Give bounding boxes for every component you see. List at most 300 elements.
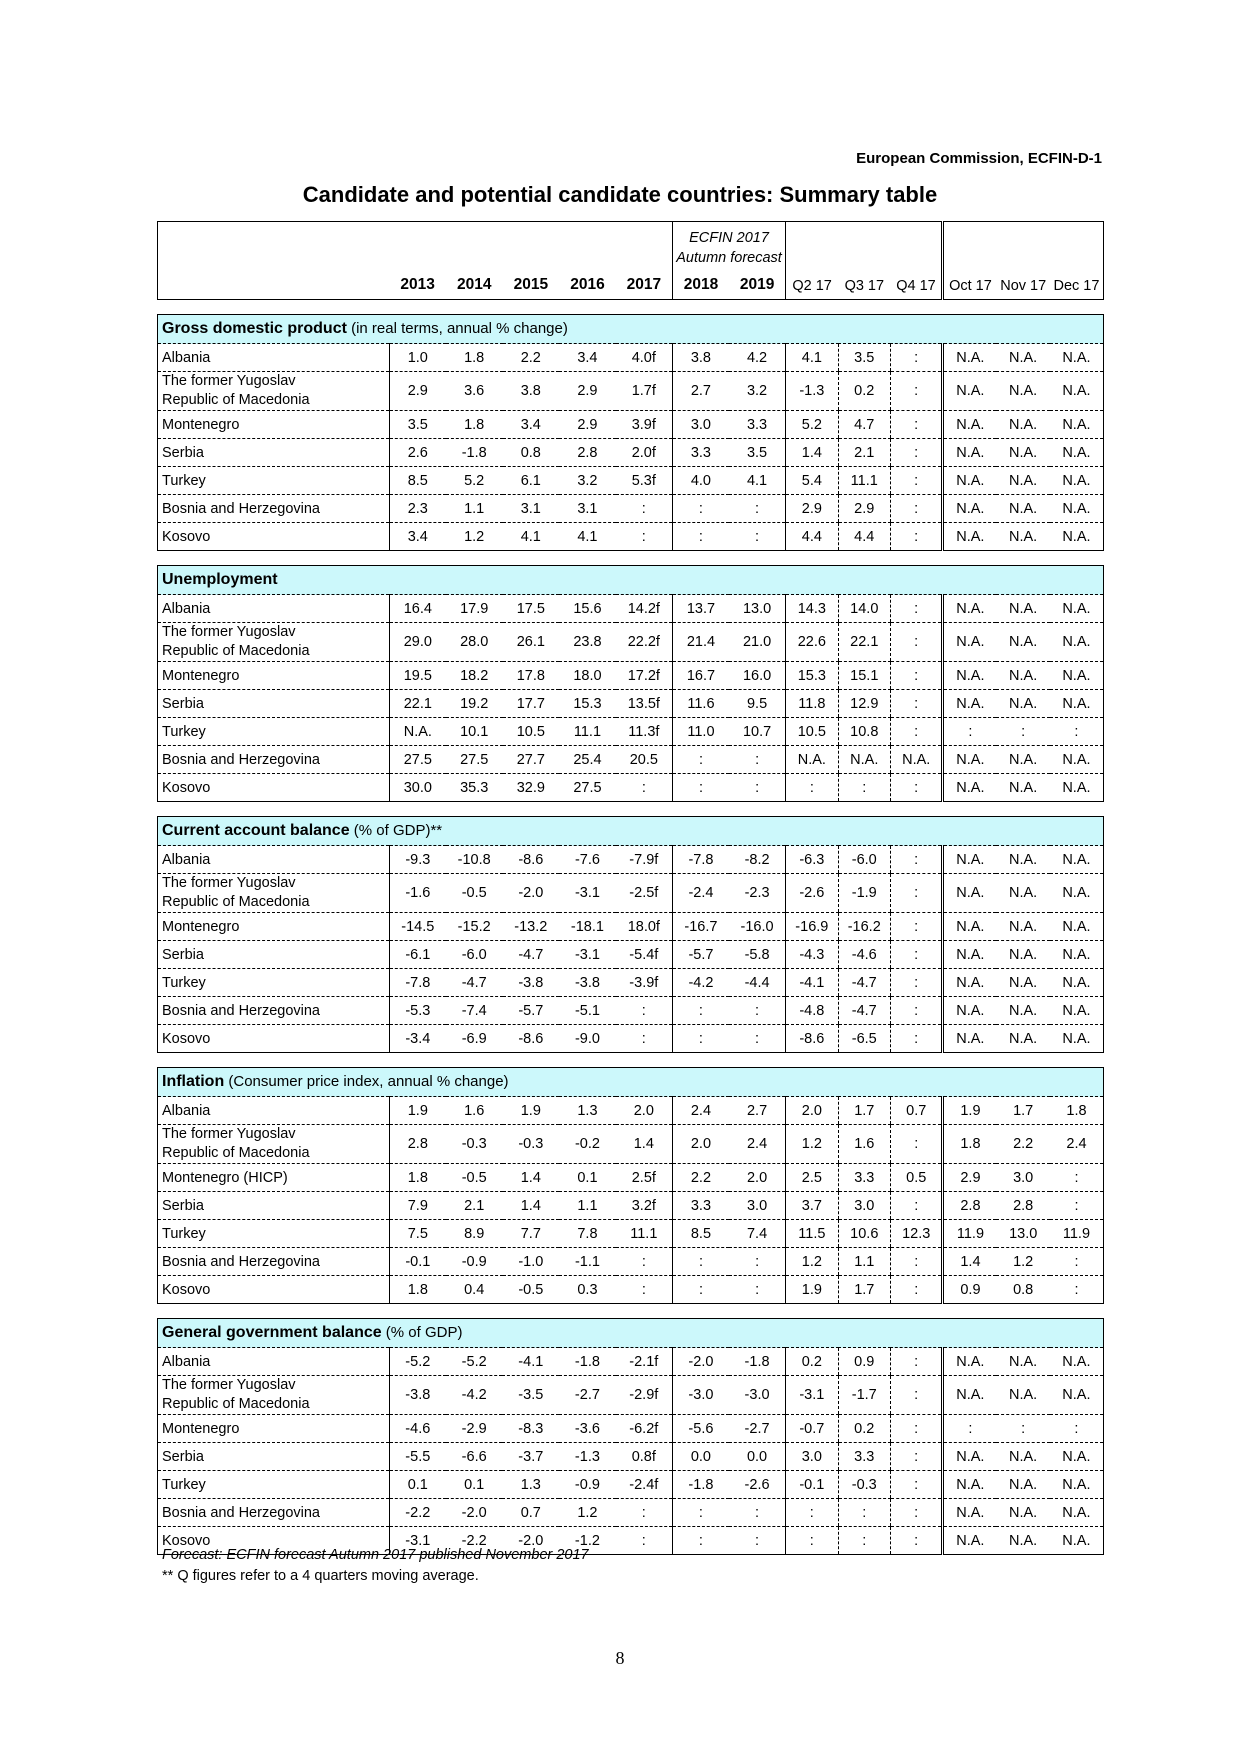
table-cell: N.A.: [943, 1471, 996, 1499]
table-cell: N.A.: [996, 662, 1049, 690]
table-cell: :: [890, 1025, 942, 1053]
table-cell: 1.1: [446, 495, 503, 523]
table-cell: -3.1: [559, 941, 616, 969]
table-row: [158, 595, 1104, 623]
table-cell: -16.2: [838, 913, 890, 941]
table-cell: 0.2: [786, 1348, 838, 1376]
table-cell: 2.9: [559, 372, 616, 411]
table-row: [158, 746, 1104, 774]
table-cell: 15.6: [559, 595, 616, 623]
table-cell: 1.6: [838, 1125, 890, 1164]
row-country: [158, 1276, 390, 1304]
table-cell: :: [890, 595, 942, 623]
table-row: [158, 690, 1104, 718]
table-cell: 22.1: [389, 690, 446, 718]
row-country: [158, 1443, 390, 1471]
table-cell: 22.1: [838, 623, 890, 662]
table-cell: -0.5: [446, 1164, 503, 1192]
table-cell: :: [890, 662, 942, 690]
table-row: [158, 372, 1104, 411]
table-cell: :: [755, 1281, 760, 1298]
table-cell: 3.4: [389, 523, 446, 551]
row-country: [158, 1125, 390, 1164]
table-cell: 13.0: [729, 595, 786, 623]
table-cell: N.A.: [943, 1376, 996, 1415]
col-header: 2018: [672, 270, 729, 300]
table-cell: 0.3: [577, 1281, 598, 1298]
table-cell: 7.8: [559, 1220, 616, 1248]
table-cell: N.A.: [890, 746, 942, 774]
table-cell: -18.1: [559, 913, 616, 941]
table-cell: :: [755, 779, 760, 796]
table-cell: -8.2: [729, 846, 786, 874]
table-cell: 2.8: [943, 1192, 996, 1220]
table-cell: 1.2: [559, 1499, 616, 1527]
table-cell: N.A.: [996, 495, 1049, 523]
section-header: [158, 315, 1104, 344]
table-cell: 10.5: [786, 718, 838, 746]
table-cell: -2.6: [729, 1471, 786, 1499]
table-cell: -5.3: [389, 997, 446, 1025]
table-cell: -1.7: [838, 1376, 890, 1415]
table-cell: 1.1: [838, 1248, 890, 1276]
table-cell: -8.3: [502, 1415, 559, 1443]
section-header: [158, 1068, 1104, 1097]
table-cell: 22.2f: [616, 623, 673, 662]
table-row: [158, 1097, 1104, 1125]
table-cell: -2.2: [461, 1532, 487, 1549]
table-cell: 32.9: [516, 779, 545, 796]
table-cell: :: [996, 718, 1049, 746]
table-cell: N.A.: [943, 523, 996, 551]
table-cell: 0.1: [559, 1164, 616, 1192]
table-cell: 2.5f: [616, 1164, 673, 1192]
table-cell: 0.7: [891, 1097, 943, 1125]
row-country-label: Bosnia and Herzegovina: [162, 500, 320, 517]
table-cell: :: [890, 969, 942, 997]
table-cell: N.A.: [838, 746, 890, 774]
row-country: [158, 1248, 390, 1276]
table-cell: 2.7: [672, 372, 729, 411]
table-cell: 8.5: [672, 1220, 729, 1248]
table-cell: 12.9: [838, 690, 890, 718]
table-cell: 1.0: [389, 344, 446, 372]
row-country-label: Montenegro (HICP): [162, 1169, 288, 1186]
row-country: [158, 495, 390, 523]
table-cell: -0.2: [559, 1125, 616, 1164]
table-cell: N.A.: [1050, 1499, 1104, 1527]
row-country-label: The former Yugoslav Republic of Macedonia: [162, 624, 310, 659]
table-cell: :: [672, 774, 729, 802]
row-country: [158, 595, 390, 623]
table-cell: -5.8: [729, 941, 786, 969]
table-cell: :: [672, 523, 729, 551]
table-cell: 2.0f: [616, 439, 673, 467]
table-cell: N.A.: [996, 913, 1049, 941]
table-cell: N.A.: [1050, 746, 1104, 774]
table-cell: :: [838, 774, 890, 802]
row-country: [158, 344, 390, 372]
row-country-label: Montenegro: [162, 918, 240, 935]
row-country: [158, 1025, 390, 1053]
table-cell: N.A.: [1062, 1532, 1091, 1549]
table-cell: 2.2: [996, 1125, 1049, 1164]
col-header: Q2 17: [786, 270, 838, 300]
table-cell: 26.1: [503, 623, 560, 662]
table-cell: 12.3: [891, 1220, 943, 1248]
table-cell: N.A.: [996, 344, 1049, 372]
table-cell: N.A.: [943, 746, 996, 774]
table-cell: :: [1050, 718, 1104, 746]
table-cell: 2.1: [446, 1192, 503, 1220]
table-cell: 0.2: [838, 372, 890, 411]
table-cell: -7.8: [672, 846, 729, 874]
table-cell: -3.8: [559, 969, 616, 997]
table-cell: -1.8: [729, 1348, 786, 1376]
row-country-label: Serbia: [162, 695, 204, 712]
table-cell: -2.0: [518, 1532, 544, 1549]
publisher-header: European Commission, ECFIN-D-1: [856, 150, 1102, 167]
table-cell: 3.0: [838, 1192, 890, 1220]
table-row: [158, 439, 1104, 467]
table-cell: 3.8: [503, 372, 560, 411]
table-cell: :: [890, 1471, 942, 1499]
table-cell: 3.2: [729, 372, 786, 411]
table-cell: N.A.: [1050, 913, 1104, 941]
row-country-label: Bosnia and Herzegovina: [162, 751, 320, 768]
table-cell: -9.0: [574, 1030, 600, 1047]
summary-table: [157, 221, 1104, 1555]
table-cell: -3.8: [503, 969, 560, 997]
table-cell: :: [890, 1348, 942, 1376]
table-cell: -3.1: [786, 1376, 838, 1415]
section-title: Current account balance: [162, 822, 350, 839]
table-cell: 3.2f: [616, 1192, 673, 1220]
table-cell: 2.8: [996, 1192, 1049, 1220]
table-cell: 11.1: [559, 718, 616, 746]
table-cell: 0.2: [838, 1415, 890, 1443]
table-cell: 11.1: [616, 1220, 673, 1248]
table-cell: 5.3f: [616, 467, 673, 495]
table-cell: -2.0: [446, 1499, 503, 1527]
table-cell: N.A.: [996, 846, 1049, 874]
table-cell: 4.1: [786, 344, 838, 372]
table-cell: 17.5: [503, 595, 560, 623]
table-cell: 0.9: [838, 1348, 890, 1376]
table-cell: -0.1: [786, 1471, 838, 1499]
section-title: Gross domestic product: [162, 320, 347, 337]
table-cell: -1.1: [559, 1248, 616, 1276]
table-cell: 10.7: [729, 718, 786, 746]
table-cell: :: [672, 1527, 729, 1555]
table-cell: 14.3: [786, 595, 838, 623]
row-country: [158, 1220, 390, 1248]
table-cell: -2.7: [729, 1415, 786, 1443]
table-cell: -10.8: [446, 846, 503, 874]
table-cell: 27.5: [389, 746, 446, 774]
table-cell: N.A.: [786, 746, 838, 774]
row-country: [158, 623, 390, 662]
section-header: [158, 817, 1104, 846]
table-cell: -2.9: [446, 1415, 503, 1443]
row-country: [158, 1415, 390, 1443]
table-cell: -1.6: [389, 874, 446, 913]
table-cell: 15.3: [559, 690, 616, 718]
table-row: [158, 1164, 1104, 1192]
row-country-label: Serbia: [162, 946, 204, 963]
table-cell: 7.5: [389, 1220, 446, 1248]
table-cell: 2.7: [729, 1097, 786, 1125]
table-cell: N.A.: [996, 997, 1049, 1025]
table-cell: N.A.: [943, 623, 996, 662]
table-cell: -16.9: [786, 913, 838, 941]
row-country: [158, 774, 390, 802]
table-cell: 1.3: [559, 1097, 616, 1125]
row-country: [158, 467, 390, 495]
table-cell: 3.0: [729, 1192, 786, 1220]
table-cell: 13.7: [672, 595, 729, 623]
table-cell: N.A.: [943, 372, 996, 411]
section-table: [157, 1318, 1104, 1555]
table-cell: -3.6: [559, 1415, 616, 1443]
table-cell: -0.3: [503, 1125, 560, 1164]
row-country-label: Bosnia and Herzegovina: [162, 1253, 320, 1270]
table-cell: N.A.: [996, 439, 1049, 467]
table-cell: N.A.: [943, 662, 996, 690]
table-cell: -1.8: [672, 1471, 729, 1499]
table-cell: 22.6: [786, 623, 838, 662]
table-cell: N.A.: [996, 1499, 1049, 1527]
table-cell: N.A.: [996, 1376, 1049, 1415]
table-cell: 0.5: [891, 1164, 943, 1192]
table-row: [158, 1192, 1104, 1220]
table-cell: -4.1: [786, 969, 838, 997]
table-cell: N.A.: [943, 690, 996, 718]
table-cell: N.A.: [996, 372, 1049, 411]
table-cell: 5.4: [786, 467, 838, 495]
table-cell: N.A.: [943, 1527, 996, 1555]
table-cell: N.A.: [943, 969, 996, 997]
row-country-label: The former Yugoslav Republic of Macedonia: [162, 1377, 310, 1412]
table-cell: 7.7: [503, 1220, 560, 1248]
table-cell: 21.0: [729, 623, 786, 662]
row-country: [158, 523, 390, 551]
table-cell: N.A.: [943, 467, 996, 495]
table-cell: 10.6: [838, 1220, 890, 1248]
table-cell: 1.8: [389, 1164, 446, 1192]
section-subtitle: (% of GDP): [381, 1324, 463, 1341]
table-cell: 18.0: [559, 662, 616, 690]
table-cell: -5.2: [389, 1348, 446, 1376]
table-cell: :: [890, 1527, 942, 1555]
row-country: [158, 746, 390, 774]
table-cell: -6.2f: [616, 1415, 673, 1443]
row-country-label: Montenegro: [162, 667, 240, 684]
col-header: 2014: [456, 276, 492, 293]
table-cell: 1.2: [996, 1248, 1049, 1276]
table-cell: N.A.: [943, 344, 996, 372]
table-cell: 4.0f: [616, 344, 673, 372]
table-cell: -6.1: [389, 941, 446, 969]
table-row: [158, 344, 1104, 372]
row-country: [158, 439, 390, 467]
table-cell: -6.9: [461, 1030, 487, 1047]
section-subtitle: (in real terms, annual % change): [346, 320, 568, 337]
table-cell: -2.1f: [616, 1348, 673, 1376]
table-cell: -7.4: [446, 997, 503, 1025]
table-cell: -6.6: [446, 1443, 503, 1471]
section-subtitle: (% of GDP)**: [349, 822, 443, 839]
table-cell: :: [1050, 1192, 1104, 1220]
section-title: Unemployment: [162, 571, 278, 588]
table-cell: :: [641, 1532, 646, 1549]
table-cell: -5.1: [559, 997, 616, 1025]
table-cell: 15.1: [838, 662, 890, 690]
table-cell: -16.0: [729, 913, 786, 941]
page-number: 8: [615, 1648, 625, 1668]
table-cell: :: [838, 1527, 890, 1555]
table-cell: N.A.: [996, 595, 1049, 623]
row-country: [158, 1348, 390, 1376]
table-cell: 17.2f: [616, 662, 673, 690]
table-cell: 2.4: [672, 1097, 729, 1125]
table-cell: 0.0: [729, 1443, 786, 1471]
table-cell: :: [672, 1499, 729, 1527]
col-header: 2017: [626, 276, 662, 293]
table-cell: 11.0: [672, 718, 729, 746]
table-cell: N.A.: [1050, 846, 1104, 874]
table-cell: N.A.: [943, 439, 996, 467]
table-cell: :: [890, 690, 942, 718]
table-cell: 7.9: [389, 1192, 446, 1220]
table-cell: 1.4: [503, 1192, 560, 1220]
table-cell: 1.1: [559, 1192, 616, 1220]
table-cell: 3.0: [672, 411, 729, 439]
table-cell: 3.4: [503, 411, 560, 439]
table-cell: :: [729, 495, 786, 523]
table-cell: 14.2f: [616, 595, 673, 623]
table-cell: 4.4: [838, 523, 890, 551]
table-cell: N.A.: [996, 874, 1049, 913]
table-cell: -4.7: [838, 969, 890, 997]
table-cell: 2.0: [672, 1125, 729, 1164]
table-cell: :: [755, 528, 760, 545]
table-cell: 13.5f: [616, 690, 673, 718]
row-country: [158, 690, 390, 718]
table-cell: :: [641, 779, 646, 796]
table-cell: -9.3: [389, 846, 446, 874]
table-cell: -1.0: [503, 1248, 560, 1276]
row-country-label: Albania: [162, 851, 211, 868]
table-cell: 1.9: [503, 1097, 560, 1125]
table-cell: -3.1: [389, 1527, 446, 1555]
table-cell: 11.3f: [616, 718, 673, 746]
table-cell: -7.8: [389, 969, 446, 997]
page-title: Candidate and potential candidate countries: Summary table: [302, 182, 938, 207]
table-cell: -3.7: [502, 1443, 559, 1471]
table-cell: :: [890, 1499, 942, 1527]
table-cell: N.A.: [1050, 467, 1104, 495]
table-cell: N.A.: [996, 623, 1049, 662]
table-cell: :: [890, 1415, 942, 1443]
table-cell: -15.2: [446, 913, 503, 941]
table-row: [158, 495, 1104, 523]
section-subtitle: (Consumer price index, annual % change): [224, 1073, 509, 1090]
table-cell: -4.7: [838, 997, 890, 1025]
table-cell: -16.7: [672, 913, 729, 941]
section-title: General government balance: [162, 1324, 382, 1341]
row-country: [158, 372, 390, 411]
row-country: [158, 941, 390, 969]
table-cell: -5.6: [672, 1415, 729, 1443]
footnote-forecast: Forecast: ECFIN forecast Autumn 2017 published November 2017: [162, 1547, 589, 1563]
table-cell: :: [890, 874, 942, 913]
table-cell: -4.2: [672, 969, 729, 997]
table-cell: -2.6: [786, 874, 838, 913]
footnotes: [162, 1545, 589, 1587]
table-cell: :: [641, 528, 646, 545]
table-cell: -3.0: [672, 1376, 729, 1415]
table-cell: :: [890, 495, 942, 523]
table-row: [158, 1248, 1104, 1276]
table-cell: 4.2: [729, 344, 786, 372]
table-cell: 1.7f: [616, 372, 673, 411]
table-cell: 27.7: [503, 746, 560, 774]
table-cell: 2.9: [838, 495, 890, 523]
table-cell: :: [672, 1276, 729, 1304]
table-cell: :: [943, 718, 996, 746]
table-row: [158, 718, 1104, 746]
table-cell: -4.7: [503, 941, 560, 969]
table-cell: :: [890, 846, 942, 874]
table-cell: N.A.: [943, 495, 996, 523]
table-cell: 3.1: [503, 495, 560, 523]
col-header: Oct 17: [943, 270, 996, 300]
row-country-label: Turkey: [162, 472, 206, 489]
table-cell: 21.4: [672, 623, 729, 662]
table-cell: 1.2: [786, 1248, 838, 1276]
table-row: [158, 411, 1104, 439]
table-cell: N.A.: [1050, 662, 1104, 690]
table-cell: N.A.: [1050, 439, 1104, 467]
table-cell: N.A.: [943, 774, 996, 802]
table-cell: 2.4: [729, 1125, 786, 1164]
row-country: [158, 662, 390, 690]
table-row: [158, 1443, 1104, 1471]
table-cell: -2.0: [672, 1348, 729, 1376]
table-cell: 2.2: [503, 344, 560, 372]
table-cell: 3.9f: [616, 411, 673, 439]
col-header: 2013: [400, 276, 435, 293]
table-cell: :: [672, 1025, 729, 1053]
row-country: [158, 411, 390, 439]
table-cell: 1.4: [503, 1164, 560, 1192]
table-cell: N.A.: [996, 1471, 1049, 1499]
table-cell: -0.7: [786, 1415, 838, 1443]
table-cell: -0.9: [559, 1471, 616, 1499]
row-country: [158, 1471, 390, 1499]
table-cell: -4.3: [786, 941, 838, 969]
table-cell: 1.6: [446, 1097, 503, 1125]
table-cell: :: [641, 1030, 646, 1047]
table-cell: 1.8: [446, 344, 503, 372]
table-cell: :: [1050, 1248, 1104, 1276]
table-cell: :: [1074, 1281, 1079, 1298]
table-cell: -1.9: [838, 874, 890, 913]
col-header: 2015: [513, 276, 549, 293]
section-header: [158, 1319, 1104, 1348]
table-cell: -2.9f: [616, 1376, 673, 1415]
